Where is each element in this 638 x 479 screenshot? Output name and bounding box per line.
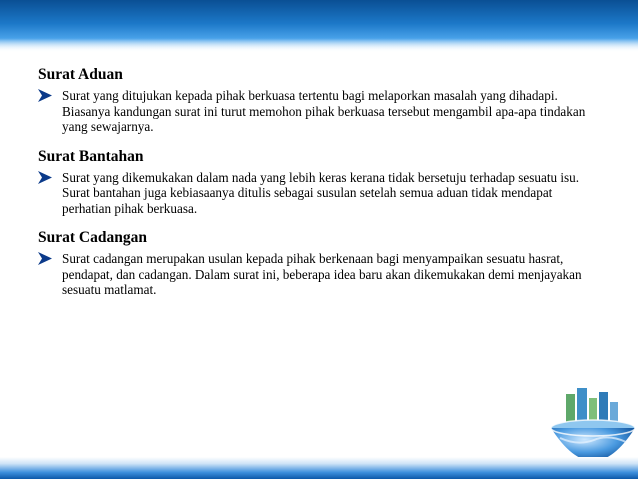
section-surat-aduan bbox=[38, 66, 598, 135]
section-heading: Surat Cadangan bbox=[38, 229, 147, 246]
bullet-text: Surat yang dikemukakan dalam nada yang lebih keras kerana tidak bersetuju terhadap sesuatu isu. Surat bantahan juga kebiasaanya ditulis sebagai susulan setelah semua aduan tidak mendapat perhatian pihak berkuasa. bbox=[62, 169, 580, 216]
section-heading: Surat Bantahan bbox=[38, 147, 144, 165]
footer-band bbox=[0, 457, 638, 479]
bullet-item bbox=[38, 88, 598, 135]
bullet-text: Surat cadangan merupakan usulan kepada pihak berkenaan bagi menyampaikan sesuatu hasrat, pendapat, dan cadangan. Dalam surat ini, beberapa idea baru akan dikemukakan demi menjayakan sesuatu matlamat. bbox=[62, 251, 582, 297]
arrowhead-bullet-icon bbox=[38, 89, 52, 102]
bullet-text: Surat yang ditujukan kepada pihak berkuasa tertentu bagi melaporkan masalah yang dihadapi. Biasanya kandungan surat ini turut memohon pihak berkuasa tersebut mengambil apa-apa tindakan yang sewajarnya. bbox=[62, 88, 586, 134]
bullet-item bbox=[38, 170, 598, 217]
section-surat-cadangan bbox=[38, 229, 598, 298]
bullet-item bbox=[38, 251, 598, 298]
section-heading: Surat Aduan bbox=[38, 66, 123, 83]
slide-content bbox=[38, 66, 598, 311]
section-surat-bantahan bbox=[38, 148, 598, 217]
arrowhead-bullet-icon bbox=[38, 252, 52, 265]
header-band bbox=[0, 0, 638, 52]
arrowhead-bullet-icon bbox=[38, 171, 52, 184]
